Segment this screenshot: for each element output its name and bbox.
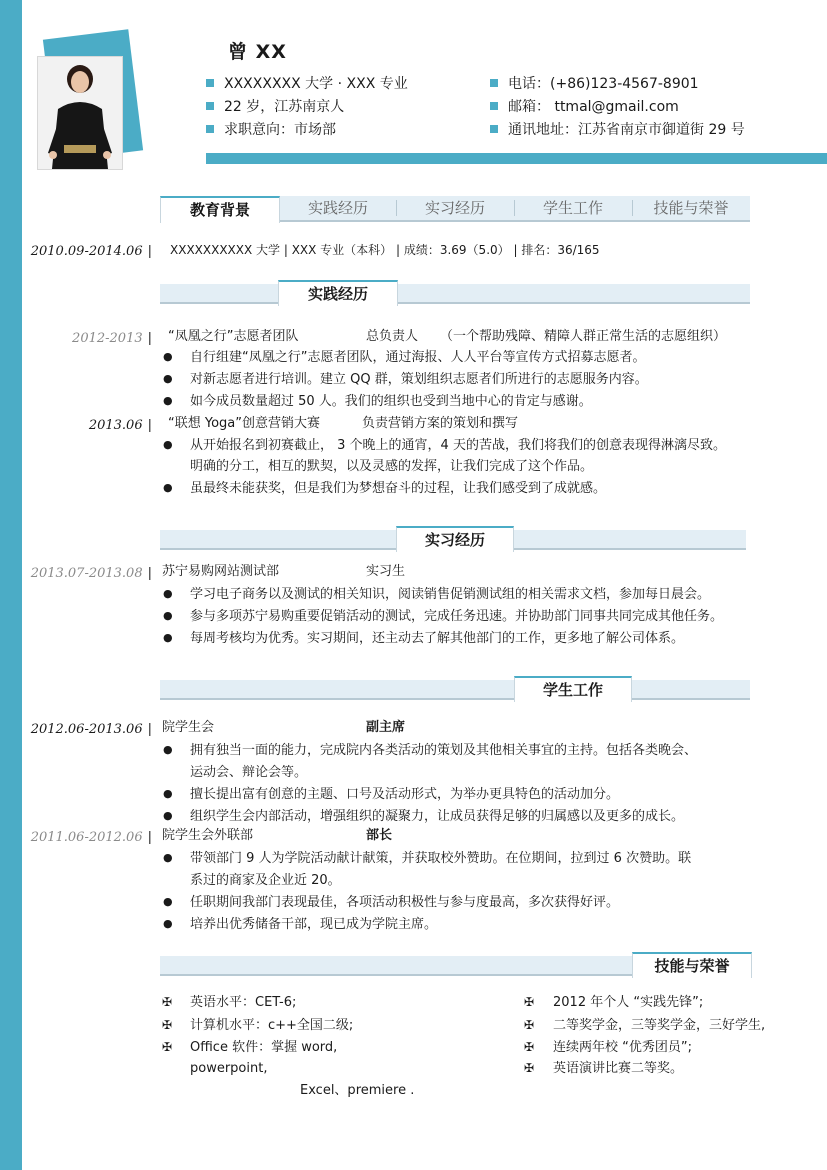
practice-1-date: 2012-2013 | — [72, 331, 152, 346]
info-email: 邮箱： ttmal@gmail.com — [490, 97, 679, 117]
bullet-dot-icon: ● — [163, 851, 173, 864]
bullet-dot-icon: ● — [163, 438, 173, 451]
cross-bullet-icon: ✠ — [524, 1061, 535, 1075]
education-detail: XXXXXXXXXX 大学 | XXX 专业（本科） | 成绩：3.69（5.0） | 排名：36/165 — [170, 243, 600, 257]
candidate-name: 曾 XX — [228, 41, 287, 63]
info-job-intention: 求职意向：市场部 — [206, 120, 336, 140]
bullet-dot-icon: ● — [163, 481, 173, 494]
honor-item: 二等奖学金，三等奖学金，三好学生, — [553, 1018, 766, 1033]
student-work-1-role: 副主席 — [366, 720, 406, 735]
info-age-hometown: 22 岁，江苏南京人 — [206, 97, 344, 117]
student-work-1-bullet: 组织学生会内部活动，增强组织的凝聚力，让成员获得足够的归属感以及更多的成长。 — [190, 809, 685, 824]
internship-bullet: 每周考核均为优秀。实习期间，还主动去了解其他部门的工作，更多地了解公司体系。 — [190, 631, 685, 646]
cross-bullet-icon: ✠ — [524, 1018, 535, 1032]
section-header-bar — [160, 680, 750, 700]
skill-item: Office 软件：掌握 word, — [190, 1040, 338, 1055]
honor-item: 2012 年个人 “实践先锋”; — [553, 995, 704, 1010]
info-university: XXXXXXXX 大学 · XXX 专业 — [206, 74, 408, 94]
section-title-practice: 实践经历 — [278, 280, 398, 306]
education-date: 2010.09-2014.06 | — [30, 244, 152, 259]
bullet-dot-icon: ● — [163, 787, 173, 800]
tab-practice[interactable]: 实践经历 — [307, 199, 368, 217]
bullet-dot-icon: ● — [163, 631, 173, 644]
student-work-2-bullet: 任职期间我部门表现最佳，各项活动积极性与参与度最高，多次获得好评。 — [190, 895, 620, 910]
bullet-square-icon — [206, 79, 214, 87]
internship-bullet: 学习电子商务以及测试的相关知识，阅读销售促销测试组的相关需求文档，参加每日晨会。 — [190, 587, 711, 602]
cross-bullet-icon: ✠ — [162, 1018, 173, 1032]
practice-1-bullet: 自行组建“凤凰之行”志愿者团队，通过海报、人人平台等宣传方式招募志愿者。 — [190, 350, 646, 365]
bullet-square-icon — [490, 102, 498, 110]
info-address: 通讯地址：江苏省南京市御道街 29 号 — [490, 120, 745, 140]
bullet-dot-icon: ● — [163, 350, 173, 363]
bullet-dot-icon: ● — [163, 895, 173, 908]
student-work-2-bullet-cont: 系过的商家及企业近 20。 — [190, 873, 341, 888]
skill-item-cont: Excel、premiere . — [300, 1083, 415, 1098]
bullet-square-icon — [490, 79, 498, 87]
skill-item-cont: powerpoint, — [190, 1061, 268, 1076]
bullet-square-icon — [490, 125, 498, 133]
bullet-dot-icon: ● — [163, 743, 173, 756]
student-work-1-bullet-cont: 运动会、辩论会等。 — [190, 765, 308, 780]
cross-bullet-icon: ✠ — [524, 995, 535, 1009]
left-accent-bar — [0, 0, 22, 1170]
section-header-skills — [160, 952, 752, 974]
section-title-internship: 实习经历 — [396, 526, 514, 552]
practice-2-bullet: 从开始报名到初赛截止， 3 个晚上的通宵，4 天的苦战，我们将我们的创意表现得淋漓尽致。 — [190, 438, 726, 453]
section-tabs — [160, 196, 750, 222]
student-work-2-date: 2011.06-2012.06 | — [30, 830, 152, 845]
info-phone: 电话：(+86)123-4567-8901 — [490, 74, 699, 94]
practice-2-role: 负责营销方案的策划和撰写 — [362, 416, 519, 431]
student-work-2-role: 部长 — [366, 828, 393, 843]
internship-role: 实习生 — [366, 564, 406, 579]
practice-2-date: 2013.06 | — [88, 418, 152, 433]
internship-date: 2013.07-2013.08 | — [30, 566, 152, 581]
cross-bullet-icon: ✠ — [162, 1040, 173, 1054]
section-header-internship — [160, 526, 750, 548]
bullet-dot-icon: ● — [163, 394, 173, 407]
section-header-student-work — [160, 676, 750, 698]
tab-education[interactable]: 教育背景 — [160, 196, 280, 223]
bullet-square-icon — [206, 102, 214, 110]
student-work-2-org: 院学生会外联部 — [162, 828, 254, 843]
cross-bullet-icon: ✠ — [162, 995, 173, 1009]
tab-student-work[interactable]: 学生工作 — [542, 199, 603, 217]
bullet-dot-icon: ● — [163, 917, 173, 930]
section-header-bar — [160, 284, 750, 304]
practice-2-org: “联想 Yoga”创意营销大赛 — [168, 416, 320, 431]
practice-1-role: 总负责人 — [366, 329, 419, 344]
internship-org: 苏宁易购网站测试部 — [162, 564, 280, 579]
section-title-student-work: 学生工作 — [514, 676, 632, 702]
student-work-2-bullet: 培养出优秀储备干部，现已成为学院主席。 — [190, 917, 438, 932]
practice-1-org: “凤凰之行”志愿者团队 — [168, 329, 299, 344]
internship-bullet: 参与多项苏宁易购重要促销活动的测试，完成任务迅速。并协助部门同事共同完成其他任务。 — [190, 609, 724, 624]
student-work-1-date: 2012.06-2013.06 | — [30, 722, 152, 737]
profile-photo — [37, 56, 123, 170]
bullet-square-icon — [206, 125, 214, 133]
student-work-1-bullet: 擅长提出富有创意的主题、口号及活动形式，为举办更具特色的活动加分。 — [190, 787, 620, 802]
bullet-dot-icon: ● — [163, 372, 173, 385]
honor-item: 连续两年校 “优秀团员”; — [553, 1040, 692, 1055]
tab-skills[interactable]: 技能与荣誉 — [653, 199, 729, 217]
student-work-2-bullet: 带领部门 9 人为学院活动献计献策，并获取校外赞助。在位期间，拉到过 6 次赞助。联 — [190, 851, 692, 866]
practice-2-bullet-cont: 明确的分工，相互的默契，以及灵感的发挥，让我们完成了这个作品。 — [190, 459, 594, 474]
bullet-dot-icon: ● — [163, 809, 173, 822]
student-work-1-bullet: 拥有独当一面的能力，完成院内各类活动的策划及其他相关事宜的主持。包括各类晚会、 — [190, 743, 698, 758]
bullet-dot-icon: ● — [163, 609, 173, 622]
section-header-practice — [160, 280, 750, 302]
skill-item: 英语水平：CET-6; — [190, 995, 297, 1010]
student-work-1-org: 院学生会 — [162, 720, 215, 735]
bullet-dot-icon: ● — [163, 587, 173, 600]
cross-bullet-icon: ✠ — [524, 1040, 535, 1054]
practice-2-bullet: 虽最终未能获奖，但是我们为梦想奋斗的过程，让我们感受到了成就感。 — [190, 481, 607, 496]
tab-internship[interactable]: 实习经历 — [424, 199, 485, 217]
skill-item: 计算机水平：c++全国二级; — [190, 1018, 354, 1033]
practice-1-bullet: 如今成员数量超过 50 人。我们的组织也受到当地中心的肯定与感谢。 — [190, 394, 592, 409]
practice-1-bullet: 对新志愿者进行培训。建立 QQ 群，策划组织志愿者们所进行的志愿服务内容。 — [190, 372, 648, 387]
header-divider — [206, 153, 827, 164]
honor-item: 英语演讲比赛二等奖。 — [553, 1061, 684, 1076]
section-title-skills: 技能与荣誉 — [632, 952, 752, 978]
practice-1-note: （一个帮助残障、精障人群正常生活的志愿组织） — [440, 329, 727, 344]
